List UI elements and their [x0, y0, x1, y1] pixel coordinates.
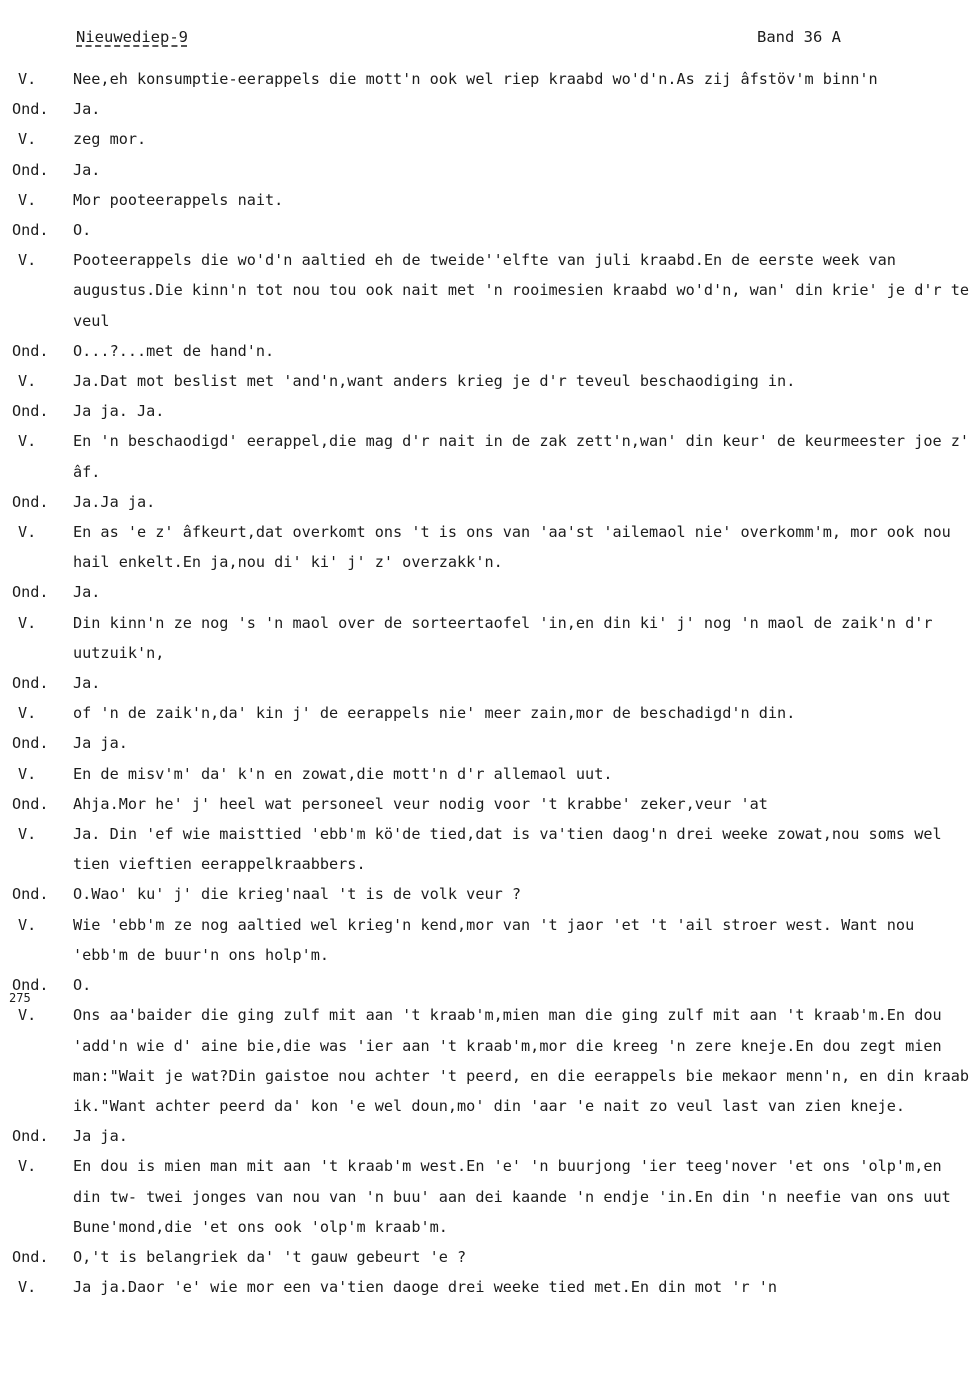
utterance-text: Ja ja. — [73, 734, 128, 753]
transcript-turn — [0, 910, 979, 970]
transcript-turn — [0, 970, 979, 1000]
utterance-text: Nee,eh konsumptie-eerappels die mott'n ook wel riep kraabd wo'd'n.As zij âfstöv'm binn'n — [73, 70, 878, 88]
utterance-text: Ja. — [73, 674, 101, 693]
utterance-text: Ja ja. — [73, 1127, 128, 1146]
speaker-label: V. — [18, 915, 37, 934]
speaker-label: Ond. — [12, 794, 49, 813]
transcript-turn — [0, 185, 979, 215]
speaker-label: Ond. — [12, 160, 49, 179]
utterance-text: Ja ja.Daor 'e' wie mor een va'tien daoge drei weeke tied met.En din mot 'r 'n — [73, 1278, 778, 1297]
transcript-turn — [0, 366, 979, 396]
speaker-label: V. — [18, 70, 37, 88]
transcript-turn — [0, 336, 979, 366]
speaker-label: Ond. — [12, 674, 49, 693]
speaker-label: Ond. — [12, 402, 49, 421]
transcript-turn — [0, 396, 979, 426]
band-label: Band 36 A — [757, 28, 841, 46]
utterance-text: of 'n de zaik'n,da' kin j' de eerappels nie' meer zain,mor de beschadigd'n din. — [73, 704, 796, 723]
utterance-text: Ja. — [73, 100, 101, 119]
utterance-text: En de misv'm' da' k'n en zowat,die mott'n d'r allemaol uut. — [73, 764, 613, 783]
utterance-text: Din kinn'n ze nog 's 'n maol over de sorteertaofel 'in,en din ki' j' nog 'n maol de zaik'n d'r uutzuik'n, — [73, 613, 933, 662]
utterance-text: Ja.Dat mot beslist met 'and'n,want anders krieg je d'r teveul beschaodiging in. — [73, 372, 796, 391]
utterance-text: O,'t is belangriek da' 't gauw gebeurt 'e ? — [73, 1247, 467, 1266]
transcript-turn — [0, 577, 979, 607]
speaker-label: V. — [18, 825, 37, 844]
speaker-label: V. — [18, 1278, 37, 1297]
utterance-text: O. — [73, 976, 92, 995]
speaker-label: V. — [18, 1006, 37, 1025]
transcript-turn — [0, 698, 979, 728]
margin-note: 275 — [9, 991, 31, 1005]
speaker-label: V. — [18, 372, 37, 391]
page-title: Nieuwediep-9 — [76, 28, 188, 46]
speaker-label: V. — [18, 704, 37, 723]
utterance-text: Ja. — [73, 583, 101, 602]
speaker-label: V. — [18, 523, 37, 542]
transcript-turn — [0, 124, 979, 154]
transcript-turn — [0, 487, 979, 517]
transcript-body — [0, 64, 979, 1302]
utterance-text: O. — [73, 221, 92, 240]
transcript-turn — [0, 1000, 979, 1121]
transcript-turn — [0, 668, 979, 698]
utterance-text: O.Wao' ku' j' die krieg'naal 't is de volk veur ? — [73, 885, 522, 904]
speaker-label: V. — [18, 190, 37, 209]
speaker-label: Ond. — [12, 341, 49, 360]
transcript-turn — [0, 426, 979, 486]
utterance-text: Ahja.Mor he' j' heel wat personeel veur nodig voor 't krabbe' zeker,veur 'at — [73, 794, 768, 813]
utterance-text: Mor pooteerappels nait. — [73, 190, 284, 209]
transcript-turn — [0, 759, 979, 789]
transcript-turn — [0, 215, 979, 245]
utterance-text: Ja ja. Ja. — [73, 402, 165, 421]
transcript-turn — [0, 789, 979, 819]
transcript-turn — [0, 819, 979, 879]
utterance-text: O...?...met de hand'n. — [73, 341, 275, 360]
speaker-label: V. — [18, 130, 37, 149]
speaker-label: Ond. — [12, 100, 49, 119]
utterance-text: Wie 'ebb'm ze nog aaltied wel krieg'n kend,mor van 't jaor 'et 't 'ail stroer west. Want nou 'ebb'm de buur'n ons holp'm. — [73, 915, 915, 964]
utterance-text: Ons aa'baider die ging zulf mit aan 't kraab'm,mien man die ging zulf mit aan 't kraab'm.En dou 'add'n wie d' aine bie,die was 'ier aan 't kraab'm,mor die kreeg 'n zere kneje.En dou zegt mien man:"Wait je wat?Din gaistoe nou achter 't peerd, en die eerappels bie mekaor menn'n, en din kraab ik."Want achter peerd da' kon 'e wel doun,mo' din 'aar 'e nait zo veul last van zien kneje. — [73, 1006, 970, 1115]
transcript-turn — [0, 728, 979, 758]
utterance-text: Ja.Ja ja. — [73, 492, 156, 511]
speaker-label: V. — [18, 764, 37, 783]
utterance-text: Ja. — [73, 160, 101, 179]
transcript-turn — [0, 608, 979, 668]
speaker-label: V. — [18, 1157, 37, 1176]
transcript-turn — [0, 1151, 979, 1242]
speaker-label: Ond. — [12, 885, 49, 904]
speaker-label: Ond. — [12, 492, 49, 511]
utterance-text: En dou is mien man mit aan 't kraab'm west.En 'e' 'n buurjong 'ier teeg'nover 'et ons 'olp'm,en din tw- twei jonges van nou van 'n buu' aan dei kaande 'n endje 'in.En din 'n neefie van ons uut Bune'mond,die 'et ons ook 'olp'm kraab'm. — [73, 1157, 951, 1236]
speaker-label: V. — [18, 613, 37, 632]
speaker-label: Ond. — [12, 1127, 49, 1146]
transcript-turn — [0, 517, 979, 577]
transcript-turn — [0, 245, 979, 336]
transcript-turn — [0, 1121, 979, 1151]
utterance-text: En 'n beschaodigd' eerappel,die mag d'r nait in de zak zett'n,wan' din keur' de keurmeester joe z' âf. — [73, 432, 970, 481]
speaker-label: Ond. — [12, 976, 49, 995]
utterance-text: zeg mor. — [73, 130, 147, 149]
utterance-text: En as 'e z' âfkeurt,dat overkomt ons 't is ons van 'aa'st 'ailemaol nie' overkomm'm, mor ook nou hail enkelt.En ja,nou di' ki' j' z' overzakk'n. — [73, 523, 951, 572]
transcript-turn — [0, 94, 979, 124]
speaker-label: Ond. — [12, 583, 49, 602]
transcript-turn — [0, 1272, 979, 1302]
utterance-text: Pooteerappels die wo'd'n aaltied eh de tweide''elfte van juli kraabd.En de eerste week van augustus.Die kinn'n tot nou tou ook nait met 'n rooimesien kraabd wo'd'n, wan' din krie' je d'r te veul — [73, 251, 970, 330]
transcript-turn — [0, 879, 979, 909]
speaker-label: V. — [18, 251, 37, 270]
speaker-label: Ond. — [12, 1247, 49, 1266]
transcript-turn — [0, 1242, 979, 1272]
speaker-label: V. — [18, 432, 37, 451]
speaker-label: Ond. — [12, 221, 49, 240]
transcript-turn — [0, 155, 979, 185]
speaker-label: Ond. — [12, 734, 49, 753]
transcript-turn — [0, 64, 979, 94]
utterance-text: Ja. Din 'ef wie maisttied 'ebb'm kö'de tied,dat is va'tien daog'n drei weeke zowat,nou soms wel tien vieftien eerappelkraabbers. — [73, 825, 942, 874]
